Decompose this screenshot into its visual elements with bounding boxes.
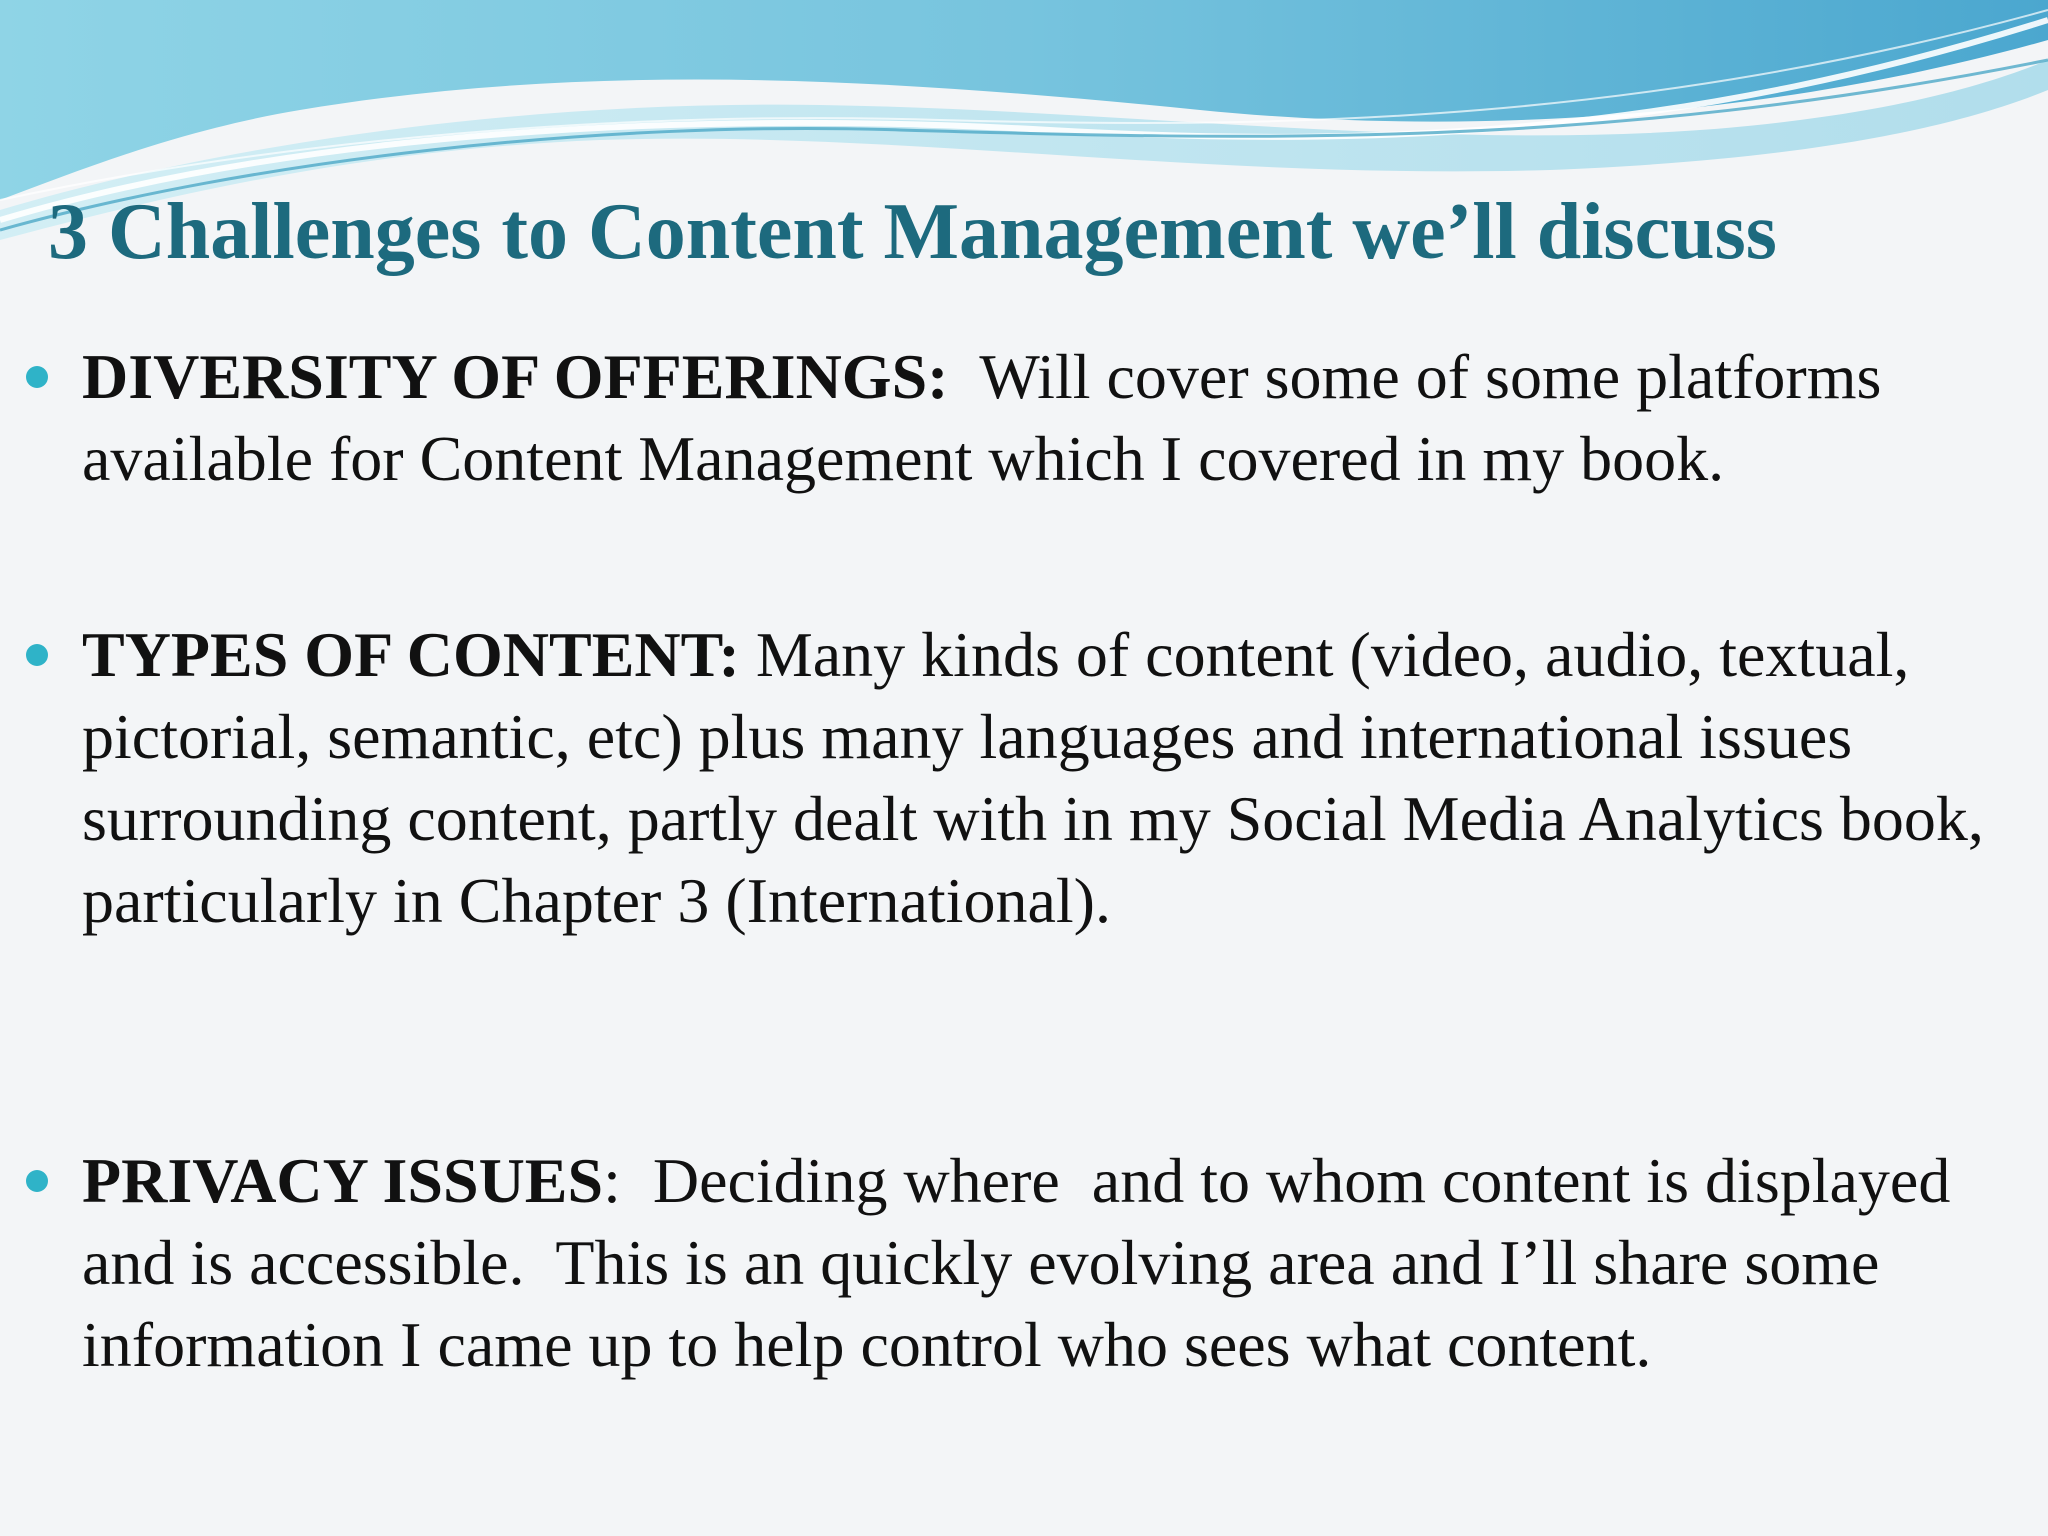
bullet-icon	[26, 1170, 48, 1192]
bullet-heading: TYPES OF CONTENT:	[82, 619, 740, 690]
bullet-text: : Deciding where and to whom content is displayed and is accessible. This is an quickly evolving area and I’ll share some information I came up to help control who sees what content.	[82, 1145, 1967, 1380]
bullet-text: Will cover some of some platforms available for Content Management which I covered in my book.	[82, 341, 1898, 494]
bullet-icon	[26, 644, 48, 666]
bullet-text: Many kinds of content (video, audio, textual, pictorial, semantic, etc) plus many languages and international issues surrounding content, partly dealt with in my Social Media Analytics book, particularly in Chapter 3 (International).	[82, 619, 2000, 936]
bullet-item-diversity	[82, 336, 2032, 500]
bullet-heading: DIVERSITY OF OFFERINGS:	[82, 341, 949, 412]
bullet-item-privacy	[82, 1140, 2032, 1386]
bullet-heading: PRIVACY ISSUES	[82, 1145, 604, 1216]
bullet-icon	[26, 366, 48, 388]
slide-title: 3 Challenges to Content Management we’ll discuss	[48, 188, 1777, 276]
bullet-item-types	[82, 614, 2032, 942]
